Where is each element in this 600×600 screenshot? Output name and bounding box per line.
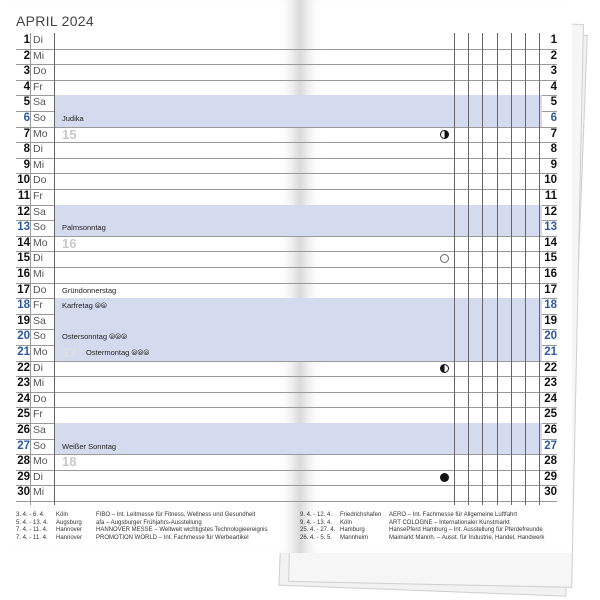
grid-line [497, 33, 498, 505]
day-number-right: 2 [550, 49, 557, 62]
grid-line [468, 33, 469, 505]
day-row [16, 392, 557, 409]
day-number-right: 12 [544, 205, 557, 218]
fair-date: 26. 4. - 5. 5. [300, 534, 333, 541]
grid-line [511, 33, 512, 505]
weekday-label: Sa [33, 424, 46, 436]
day-row [16, 454, 557, 471]
moon-phase-icon [440, 254, 449, 263]
week-number: 15 [62, 126, 77, 142]
day-row [16, 127, 557, 144]
moon-phase-icon [440, 130, 449, 139]
weekday-label: Mi [33, 377, 45, 390]
week-number: 17 [62, 345, 77, 360]
day-number: 14 [17, 236, 30, 249]
day-number: 19 [17, 314, 30, 327]
day-number: 7 [23, 127, 30, 140]
moon-phase-icon [440, 364, 449, 373]
day-row [16, 189, 557, 206]
day-number: 13 [17, 221, 30, 234]
trade-fair-entry [300, 512, 544, 520]
fair-description: afa – Augsburger Frühjahrs-Ausstellung [96, 519, 202, 526]
holiday-note: Gründonnerstag [62, 285, 117, 295]
fair-city: Hannover [56, 534, 83, 541]
trade-fair-entry [16, 520, 268, 528]
day-row [16, 439, 557, 456]
day-number-right: 24 [544, 392, 557, 405]
day-number: 9 [23, 158, 30, 171]
fair-city: Köln [340, 519, 353, 526]
fair-description: HansePferd Hamburg – Int. Ausstellung für Pferdefreunde [389, 527, 543, 534]
weekday-label: Do [33, 174, 47, 187]
day-row [16, 267, 557, 284]
day-number-right: 4 [550, 80, 557, 93]
day-number-right: 7 [550, 127, 557, 140]
day-row [16, 95, 557, 112]
day-row [16, 345, 557, 362]
day-number: 29 [17, 470, 30, 483]
day-number-right: 1 [550, 34, 557, 46]
moon-phase-icon [440, 473, 449, 482]
day-number: 24 [17, 392, 30, 405]
day-row [16, 220, 557, 237]
fair-description: Maimarkt Mannh. – Ausst. für Industrie, Handel, Handwerk [389, 534, 545, 541]
day-number: 27 [17, 439, 30, 452]
trade-fairs-right [300, 512, 544, 542]
day-number-right: 20 [544, 330, 557, 343]
fair-date: 25. 4. - 27. 4. [300, 527, 336, 534]
day-number: 26 [17, 424, 30, 436]
holiday-note: Palmsonntag [62, 223, 106, 233]
weekday-label: Di [33, 34, 43, 46]
weekday-label: Do [33, 65, 47, 78]
weekday-label: Di [33, 252, 43, 265]
fair-city: Köln [56, 512, 69, 518]
weekday-label: Mi [33, 49, 45, 62]
day-number: 17 [17, 283, 30, 296]
day-number-right: 19 [544, 314, 557, 327]
week-number: 16 [62, 235, 77, 251]
day-number: 30 [17, 486, 30, 499]
day-number: 18 [17, 299, 30, 312]
trade-fair-entry [16, 527, 268, 535]
day-number: 1 [23, 34, 30, 46]
weekday-label: Do [33, 283, 47, 296]
day-number: 16 [17, 268, 30, 280]
day-row [16, 361, 557, 378]
day-number-right: 13 [544, 221, 557, 234]
day-row [16, 173, 557, 190]
weekday-label: Sa [33, 205, 46, 218]
fair-date: 3. 4. - 6. 4. [16, 512, 45, 518]
grid-line [454, 33, 455, 505]
day-number: 20 [17, 330, 30, 343]
weekday-label: So [33, 221, 46, 234]
day-number: 5 [23, 96, 30, 109]
day-row [16, 376, 557, 393]
day-number-right: 8 [550, 143, 557, 156]
day-row [16, 111, 557, 128]
weekday-label: So [33, 330, 46, 343]
month-title: APRIL 2024 [16, 13, 94, 29]
day-number-right: 16 [544, 268, 557, 280]
day-row [16, 49, 557, 66]
day-number-right: 18 [544, 299, 557, 312]
weekday-label: Mi [33, 158, 45, 171]
day-number-right: 10 [544, 174, 557, 187]
fair-date: 7. 4. - 11. 4. [16, 527, 48, 534]
trade-fair-entry [16, 535, 268, 543]
weekday-label: So [33, 112, 46, 124]
day-number-right: 21 [544, 346, 557, 358]
day-number-right: 25 [544, 408, 557, 421]
weekday-label: Mo [33, 346, 48, 358]
day-number: 10 [17, 174, 30, 187]
holiday-note: Karfretag ⦾⦾ [62, 301, 107, 311]
day-row [16, 485, 557, 502]
day-number: 11 [17, 190, 30, 202]
day-number-right: 17 [544, 283, 557, 296]
day-row [16, 142, 557, 159]
fair-description: AERO – Int. Fachmesse für Allgemeine Luftfahrt [389, 512, 518, 518]
trade-fair-entry [300, 520, 544, 528]
weekday-label: Sa [33, 96, 46, 109]
day-row [16, 251, 557, 268]
day-row [16, 423, 557, 440]
day-number-right: 23 [544, 377, 557, 390]
trade-fair-entry [300, 527, 544, 535]
day-row [16, 314, 557, 331]
weekday-label: Fr [33, 408, 43, 421]
day-row [16, 236, 557, 253]
fair-city: Mannheim [340, 534, 369, 541]
day-row [16, 205, 557, 222]
weekday-label: Mi [33, 486, 45, 499]
day-number-right: 28 [544, 455, 557, 468]
day-number: 2 [23, 49, 30, 62]
weekday-label: Do [33, 392, 47, 405]
fair-city: Augsburg [56, 519, 82, 526]
day-number-right: 6 [550, 112, 557, 124]
day-number-right: 11 [544, 190, 557, 202]
fair-description: FIBO – Int. Leitmesse für Fitness, Wellness und Gesundheit [96, 512, 256, 518]
day-number: 6 [23, 112, 30, 124]
day-row [16, 470, 557, 487]
day-number: 22 [17, 361, 30, 374]
fair-description: ART COLOGNE – Internationaler Kunstmarkt [389, 519, 510, 526]
fair-description: HANNOVER MESSE – Weltweit wichtigstes Technologieereignis [96, 527, 268, 534]
trade-fair-entry [300, 535, 544, 543]
day-number-right: 30 [544, 486, 557, 499]
day-row [16, 407, 557, 424]
day-row [16, 298, 557, 315]
holiday-note: Ostersonntag ⦾⦾⦾ [62, 332, 128, 342]
holiday-note: Weißer Sonntag [62, 441, 117, 451]
fair-city: Hamburg [340, 527, 365, 534]
grid-line [54, 33, 55, 505]
trade-fairs-left [16, 512, 268, 542]
day-number-right: 15 [544, 252, 557, 265]
day-number-right: 9 [550, 158, 557, 171]
weekday-label: Mo [33, 455, 48, 468]
trade-fair-entry [16, 512, 268, 520]
day-number: 4 [23, 80, 30, 93]
day-number: 12 [17, 205, 30, 218]
week-number: 18 [62, 454, 77, 470]
day-number-right: 3 [550, 65, 557, 78]
holiday-note: Judika [62, 114, 84, 123]
weekday-label: So [33, 439, 46, 452]
weekday-label: Fr [33, 299, 43, 312]
weekday-label: Mi [33, 268, 45, 280]
weekday-label: Di [33, 470, 43, 483]
fair-city: Friedrichshafen [340, 512, 382, 518]
day-number-right: 26 [544, 424, 557, 436]
weekday-label: Mo [33, 127, 48, 140]
day-number-right: 22 [544, 361, 557, 374]
weekday-label: Fr [33, 190, 43, 202]
day-row [16, 283, 557, 300]
weekday-label: Mo [33, 236, 48, 249]
fair-date: 9. 4. - 12. 4. [300, 512, 333, 518]
day-row [16, 329, 557, 346]
day-number: 3 [23, 65, 30, 78]
day-row [16, 64, 557, 81]
grid-line [539, 33, 540, 505]
fair-city: Hannover [56, 527, 83, 534]
day-number: 15 [17, 252, 30, 265]
weekday-label: Fr [33, 80, 43, 93]
day-number-right: 14 [544, 236, 557, 249]
grid-line [525, 33, 526, 505]
day-number: 28 [17, 455, 30, 468]
grid-line [30, 33, 31, 505]
day-number: 23 [17, 377, 30, 390]
fair-date: 7. 4. - 11. 4. [16, 534, 48, 541]
weekday-label: Di [33, 361, 43, 374]
day-row [16, 80, 557, 97]
day-row [16, 158, 557, 175]
day-number: 21 [17, 346, 30, 358]
fair-date: 5. 4. - 13. 4. [16, 519, 49, 526]
fair-date: 9. 4. - 13. 4. [300, 519, 333, 526]
grid-line [482, 33, 483, 505]
day-number-right: 27 [544, 439, 557, 452]
day-number-right: 29 [544, 470, 557, 483]
day-row [16, 33, 557, 50]
weekday-label: Sa [33, 314, 46, 327]
day-number-right: 5 [550, 96, 557, 109]
day-number: 25 [17, 408, 30, 421]
day-number: 8 [23, 143, 30, 156]
weekday-label: Di [33, 143, 43, 156]
holiday-note: Ostermontag ⦾⦾⦾ [86, 348, 150, 357]
fair-description: PROMOTION WORLD – Int. Fachmesse für Werbeartikel [96, 534, 249, 541]
